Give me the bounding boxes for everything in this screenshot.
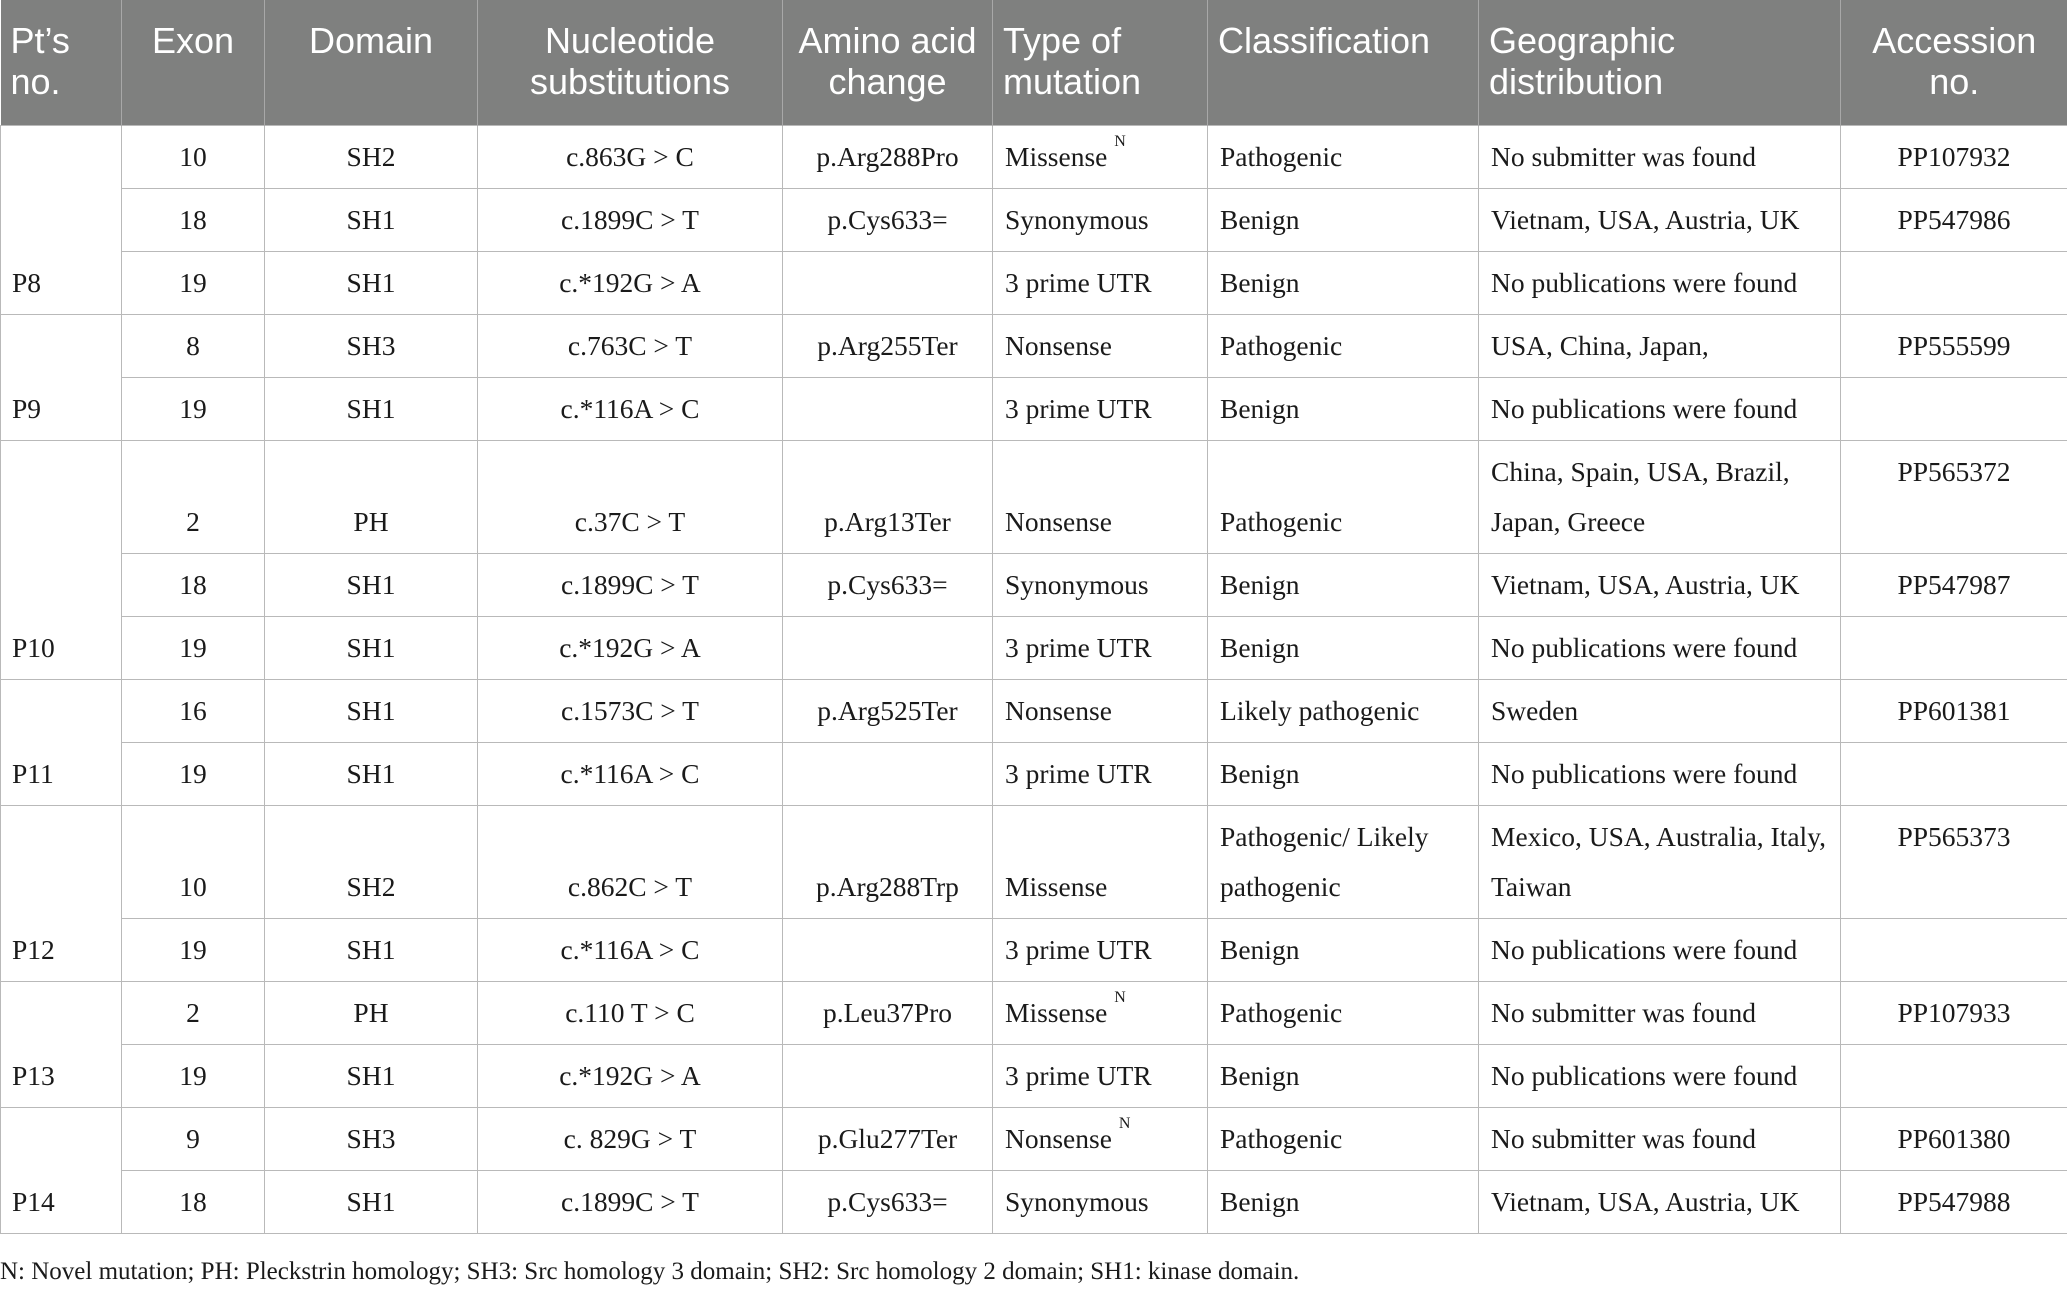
- geographic-distribution-cell: Vietnam, USA, Austria, UK: [1479, 188, 1841, 251]
- table-row: [1, 1170, 2067, 1233]
- classification-cell: Benign: [1208, 377, 1479, 440]
- exon-cell: 19: [122, 251, 265, 314]
- accession-cell: [1841, 251, 2067, 314]
- header-exon: Exon: [122, 0, 265, 125]
- classification-cell: Benign: [1208, 742, 1479, 805]
- accession-cell: [1841, 616, 2067, 679]
- mutation-type-cell: [993, 918, 1208, 981]
- classification-cell: Pathogenic: [1208, 125, 1479, 188]
- patient-id-cell: P8: [1, 125, 122, 314]
- amino-acid-cell: p.Arg13Ter: [783, 440, 993, 553]
- table-row: [1, 742, 2067, 805]
- table-row: [1, 679, 2067, 742]
- nucleotide-cell: c.*192G > A: [478, 251, 783, 314]
- mutation-type-text: Synonymous: [1005, 1185, 1149, 1217]
- accession-cell: PP565373: [1841, 805, 2067, 918]
- exon-cell: 19: [122, 918, 265, 981]
- nucleotide-cell: c.763C > T: [478, 314, 783, 377]
- amino-acid-cell: p.Arg288Pro: [783, 125, 993, 188]
- exon-cell: 19: [122, 377, 265, 440]
- classification-cell: Benign: [1208, 251, 1479, 314]
- mutation-type-cell: [993, 377, 1208, 440]
- amino-acid-cell: p.Arg288Trp: [783, 805, 993, 918]
- domain-cell: SH1: [265, 1044, 478, 1107]
- amino-acid-cell: [783, 918, 993, 981]
- patient-id-cell: P14: [1, 1107, 122, 1233]
- exon-cell: 8: [122, 314, 265, 377]
- geographic-distribution-cell: No publications were found: [1479, 918, 1841, 981]
- mutation-type-cell: [993, 553, 1208, 616]
- amino-acid-cell: p.Leu37Pro: [783, 981, 993, 1044]
- mutation-type-text: 3 prime UTR: [1005, 933, 1152, 965]
- geographic-distribution-cell: No publications were found: [1479, 1044, 1841, 1107]
- nucleotide-cell: c.862C > T: [478, 805, 783, 918]
- classification-cell: Likely pathogenic: [1208, 679, 1479, 742]
- accession-cell: PP601380: [1841, 1107, 2067, 1170]
- nucleotide-cell: c.1899C > T: [478, 553, 783, 616]
- classification-cell: Benign: [1208, 1044, 1479, 1107]
- mutation-type-cell: [993, 188, 1208, 251]
- accession-cell: PP565372: [1841, 440, 2067, 553]
- mutation-type-cell: [993, 440, 1208, 553]
- nucleotide-cell: c.*116A > C: [478, 377, 783, 440]
- table-row: [1, 377, 2067, 440]
- mutation-type-cell: [993, 981, 1208, 1044]
- table-row: [1, 251, 2067, 314]
- exon-cell: 2: [122, 981, 265, 1044]
- mutation-type-cell: [993, 125, 1208, 188]
- accession-cell: PP547987: [1841, 553, 2067, 616]
- domain-cell: SH1: [265, 1170, 478, 1233]
- mutation-type-cell: [993, 314, 1208, 377]
- table-row: [1, 125, 2067, 188]
- domain-cell: SH1: [265, 616, 478, 679]
- exon-cell: 10: [122, 805, 265, 918]
- classification-cell: Benign: [1208, 616, 1479, 679]
- mutation-type-cell: [993, 742, 1208, 805]
- table-row: [1, 440, 2067, 553]
- domain-cell: PH: [265, 440, 478, 553]
- classification-cell: Pathogenic: [1208, 440, 1479, 553]
- exon-cell: 18: [122, 1170, 265, 1233]
- amino-acid-cell: p.Glu277Ter: [783, 1107, 993, 1170]
- nucleotide-cell: c.*192G > A: [478, 1044, 783, 1107]
- geographic-distribution-cell: No publications were found: [1479, 616, 1841, 679]
- mutation-type-cell: [993, 616, 1208, 679]
- mutation-type-text: Nonsense: [1005, 1122, 1112, 1154]
- amino-acid-cell: [783, 742, 993, 805]
- classification-cell: Benign: [1208, 188, 1479, 251]
- domain-cell: SH3: [265, 1107, 478, 1170]
- accession-cell: [1841, 377, 2067, 440]
- table-row: [1, 1044, 2067, 1107]
- classification-cell: Pathogenic: [1208, 314, 1479, 377]
- patient-id-cell: P10: [1, 440, 122, 679]
- amino-acid-cell: [783, 251, 993, 314]
- domain-cell: SH3: [265, 314, 478, 377]
- geographic-distribution-cell: Sweden: [1479, 679, 1841, 742]
- table-row: [1, 918, 2067, 981]
- mutation-type-text: 3 prime UTR: [1005, 266, 1152, 298]
- nucleotide-cell: c.1899C > T: [478, 188, 783, 251]
- geographic-distribution-cell: No publications were found: [1479, 742, 1841, 805]
- header-geographic-distribution: Geographic distribution: [1479, 0, 1841, 125]
- classification-cell: Benign: [1208, 553, 1479, 616]
- geographic-distribution-cell: Vietnam, USA, Austria, UK: [1479, 553, 1841, 616]
- nucleotide-cell: c.1899C > T: [478, 1170, 783, 1233]
- novel-mutation-marker: N: [1118, 1114, 1131, 1132]
- domain-cell: SH1: [265, 188, 478, 251]
- mutation-type-cell: [993, 1044, 1208, 1107]
- header-domain: Domain: [265, 0, 478, 125]
- accession-cell: [1841, 918, 2067, 981]
- amino-acid-cell: p.Arg525Ter: [783, 679, 993, 742]
- accession-cell: [1841, 1044, 2067, 1107]
- nucleotide-cell: c.*192G > A: [478, 616, 783, 679]
- accession-cell: PP601381: [1841, 679, 2067, 742]
- amino-acid-cell: [783, 1044, 993, 1107]
- mutation-type-text: Missense: [1005, 870, 1108, 902]
- table-row: [1, 805, 2067, 918]
- domain-cell: SH1: [265, 251, 478, 314]
- mutation-type-text: Nonsense: [1005, 505, 1112, 537]
- patient-id-cell: P13: [1, 981, 122, 1107]
- geographic-distribution-cell: No submitter was found: [1479, 1107, 1841, 1170]
- geographic-distribution-cell: No publications were found: [1479, 251, 1841, 314]
- header-patient-no: Pt’s no.: [1, 0, 122, 125]
- nucleotide-cell: c.37C > T: [478, 440, 783, 553]
- classification-cell: Benign: [1208, 1170, 1479, 1233]
- accession-cell: PP547986: [1841, 188, 2067, 251]
- table-row: [1, 981, 2067, 1044]
- nucleotide-cell: c.*116A > C: [478, 742, 783, 805]
- exon-cell: 18: [122, 553, 265, 616]
- mutation-type-text: Synonymous: [1005, 203, 1149, 235]
- classification-cell: Pathogenic: [1208, 981, 1479, 1044]
- amino-acid-cell: p.Cys633=: [783, 188, 993, 251]
- nucleotide-cell: c.110 T > C: [478, 981, 783, 1044]
- mutation-type-text: Missense: [1005, 140, 1108, 172]
- exon-cell: 19: [122, 1044, 265, 1107]
- header-classification: Classification: [1208, 0, 1479, 125]
- header-nucleotide-substitutions: Nucleotide substitutions: [478, 0, 783, 125]
- geographic-distribution-cell: No submitter was found: [1479, 125, 1841, 188]
- domain-cell: SH1: [265, 553, 478, 616]
- mutation-type-text: 3 prime UTR: [1005, 392, 1152, 424]
- domain-cell: PH: [265, 981, 478, 1044]
- mutation-type-text: Nonsense: [1005, 329, 1112, 361]
- nucleotide-cell: c.863G > C: [478, 125, 783, 188]
- exon-cell: 2: [122, 440, 265, 553]
- accession-cell: [1841, 742, 2067, 805]
- domain-cell: SH2: [265, 805, 478, 918]
- patient-id-cell: P11: [1, 679, 122, 805]
- novel-mutation-marker: N: [1114, 132, 1126, 150]
- classification-cell: Pathogenic/ Likely pathogenic: [1208, 805, 1479, 918]
- amino-acid-cell: p.Arg255Ter: [783, 314, 993, 377]
- mutation-type-cell: [993, 679, 1208, 742]
- accession-cell: PP107932: [1841, 125, 2067, 188]
- table-body: [1, 125, 2067, 1233]
- amino-acid-cell: p.Cys633=: [783, 1170, 993, 1233]
- patient-id-cell: P9: [1, 314, 122, 440]
- mutation-type-text: Nonsense: [1005, 694, 1112, 726]
- mutation-type-text: Synonymous: [1005, 568, 1149, 600]
- geographic-distribution-cell: Vietnam, USA, Austria, UK: [1479, 1170, 1841, 1233]
- nucleotide-cell: c.*116A > C: [478, 918, 783, 981]
- table-row: [1, 188, 2067, 251]
- table-row: [1, 1107, 2067, 1170]
- exon-cell: 9: [122, 1107, 265, 1170]
- amino-acid-cell: [783, 377, 993, 440]
- amino-acid-cell: p.Cys633=: [783, 553, 993, 616]
- accession-cell: PP107933: [1841, 981, 2067, 1044]
- header-type-of-mutation: Type of mutation: [993, 0, 1208, 125]
- exon-cell: 18: [122, 188, 265, 251]
- mutation-type-cell: [993, 251, 1208, 314]
- geographic-distribution-cell: USA, China, Japan,: [1479, 314, 1841, 377]
- table-row: [1, 616, 2067, 679]
- amino-acid-cell: [783, 616, 993, 679]
- geographic-distribution-cell: Mexico, USA, Australia, Italy, Taiwan: [1479, 805, 1841, 918]
- domain-cell: SH1: [265, 742, 478, 805]
- mutation-type-cell: [993, 1107, 1208, 1170]
- mutation-type-cell: [993, 1170, 1208, 1233]
- classification-cell: Benign: [1208, 918, 1479, 981]
- exon-cell: 10: [122, 125, 265, 188]
- exon-cell: 19: [122, 742, 265, 805]
- header-accession-no: Accession no.: [1841, 0, 2067, 125]
- table-row: [1, 553, 2067, 616]
- mutation-type-cell: [993, 805, 1208, 918]
- accession-cell: PP555599: [1841, 314, 2067, 377]
- domain-cell: SH1: [265, 918, 478, 981]
- mutation-type-text: Missense: [1005, 996, 1108, 1028]
- classification-cell: Pathogenic: [1208, 1107, 1479, 1170]
- nucleotide-cell: c.1573C > T: [478, 679, 783, 742]
- mutation-type-text: 3 prime UTR: [1005, 631, 1152, 663]
- mutation-type-text: 3 prime UTR: [1005, 757, 1152, 789]
- geographic-distribution-cell: No submitter was found: [1479, 981, 1841, 1044]
- patient-id-cell: P12: [1, 805, 122, 981]
- geographic-distribution-cell: No publications were found: [1479, 377, 1841, 440]
- domain-cell: SH2: [265, 125, 478, 188]
- novel-mutation-marker: N: [1114, 988, 1126, 1006]
- exon-cell: 19: [122, 616, 265, 679]
- domain-cell: SH1: [265, 377, 478, 440]
- domain-cell: SH1: [265, 679, 478, 742]
- table-footnote: N: Novel mutation; PH: Pleckstrin homology; SH3: Src homology 3 domain; SH2: Src homology 2 domain; SH1: kinase domain.: [0, 1258, 1300, 1285]
- geographic-distribution-cell: China, Spain, USA, Brazil, Japan, Greece: [1479, 440, 1841, 553]
- header-amino-acid-change: Amino acid change: [783, 0, 993, 125]
- exon-cell: 16: [122, 679, 265, 742]
- header-row: [1, 0, 2067, 125]
- table-row: [1, 314, 2067, 377]
- mutation-type-text: 3 prime UTR: [1005, 1059, 1152, 1091]
- nucleotide-cell: c. 829G > T: [478, 1107, 783, 1170]
- accession-cell: PP547988: [1841, 1170, 2067, 1233]
